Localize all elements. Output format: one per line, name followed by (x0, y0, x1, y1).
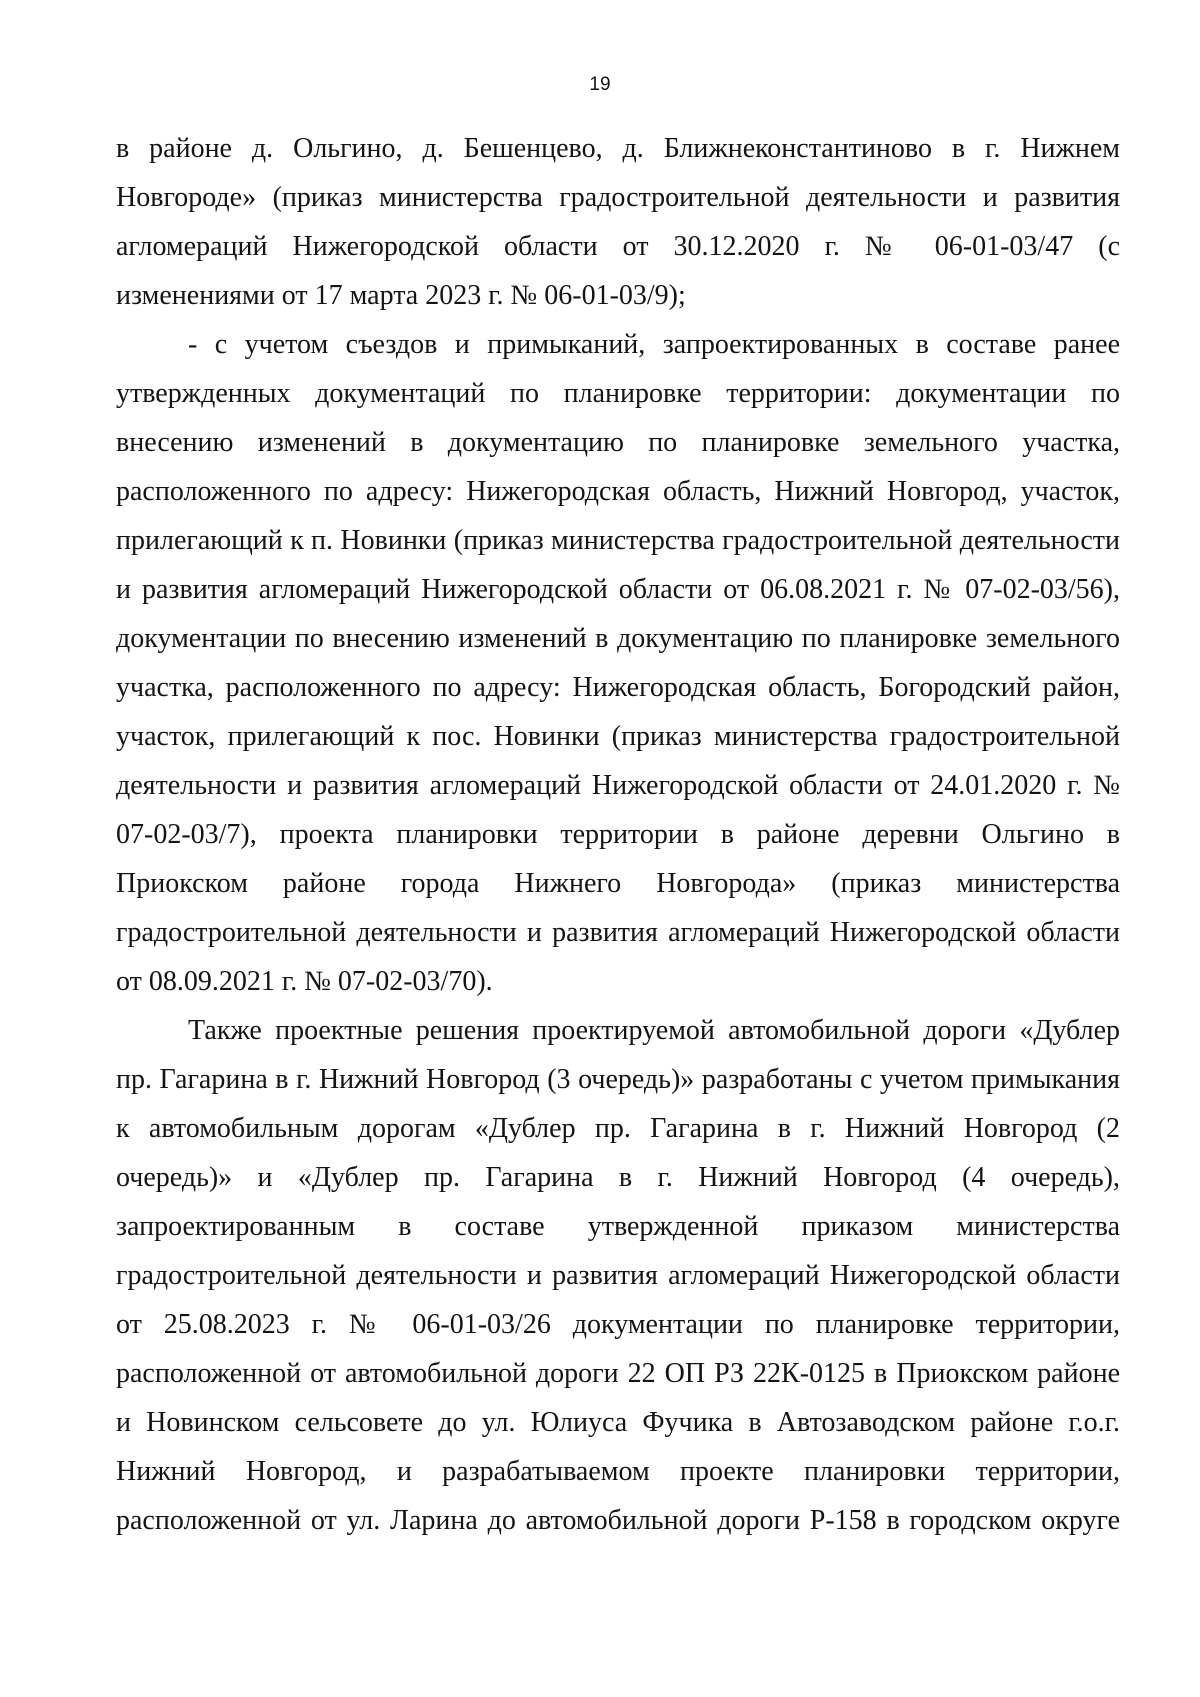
text-line: Нижний Новгород, и разрабатываемом проекте планировки территории, (116, 1456, 1120, 1487)
text-line: от 08.09.2021 г. № 07-02-03/70). (116, 966, 493, 997)
text-line: и развития агломераций Нижегородской области от 06.08.2021 г. № 07-02-03/56), (116, 574, 1120, 605)
text-line: в районе д. Ольгино, д. Бешенцево, д. Ближнеконстантиново в г. Нижнем (116, 133, 1120, 164)
page-number: 19 (589, 74, 611, 95)
text-line: расположенного по адресу: Нижегородская область, Нижний Новгород, участок, (116, 476, 1120, 507)
document-body (116, 124, 1120, 1545)
text-line: участок, прилегающий к пос. Новинки (приказ министерства градостроительной (116, 721, 1120, 752)
text-line: Приокском районе города Нижнего Новгорода» (приказ министерства (116, 868, 1120, 899)
text-line: Также проектные решения проектируемой автомобильной дороги «Дублер (188, 1015, 1120, 1046)
text-line: расположенной от ул. Ларина до автомобильной дороги Р-158 в городском округе (116, 1505, 1120, 1536)
text-line: утвержденных документаций по планировке территории: документации по (116, 378, 1120, 409)
text-line: внесению изменений в документацию по планировке земельного участка, (116, 427, 1120, 458)
text-line: - с учетом съездов и примыканий, запроектированных в составе ранее (188, 329, 1120, 360)
text-line: расположенной от автомобильной дороги 22 ОП РЗ 22К-0125 в Приокском районе (116, 1358, 1120, 1389)
text-line: участка, расположенного по адресу: Нижегородская область, Богородский район, (116, 672, 1120, 703)
text-line: деятельности и развития агломераций Нижегородской области от 24.01.2020 г. № (116, 770, 1120, 801)
text-line: агломераций Нижегородской области от 30.12.2020 г. № 06-01-03/47 (с (116, 231, 1120, 262)
text-line: 07-02-03/7), проекта планировки территории в районе деревни Ольгино в (116, 819, 1120, 850)
text-line: Новгороде» (приказ министерства градостроительной деятельности и развития (116, 182, 1120, 213)
text-line: пр. Гагарина в г. Нижний Новгород (3 очередь)» разработаны с учетом примыкания (116, 1064, 1120, 1095)
text-line: документации по внесению изменений в документацию по планировке земельного (116, 623, 1120, 654)
text-line: и Новинском сельсовете до ул. Юлиуса Фучика в Автозаводском районе г.о.г. (116, 1407, 1120, 1438)
text-line: к автомобильным дорогам «Дублер пр. Гагарина в г. Нижний Новгород (2 (116, 1113, 1120, 1144)
text-line: изменениями от 17 марта 2023 г. № 06-01-03/9); (116, 280, 686, 311)
text-line: прилегающий к п. Новинки (приказ министерства градостроительной деятельности (116, 525, 1120, 556)
text-line: градостроительной деятельности и развития агломераций Нижегородской области (116, 1260, 1120, 1291)
text-line: от 25.08.2023 г. № 06-01-03/26 документации по планировке территории, (116, 1309, 1120, 1340)
text-line: запроектированным в составе утвержденной приказом министерства (116, 1211, 1120, 1242)
text-line: градостроительной деятельности и развития агломераций Нижегородской области (116, 917, 1120, 948)
text-line: очередь)» и «Дублер пр. Гагарина в г. Нижний Новгород (4 очередь), (116, 1162, 1120, 1193)
